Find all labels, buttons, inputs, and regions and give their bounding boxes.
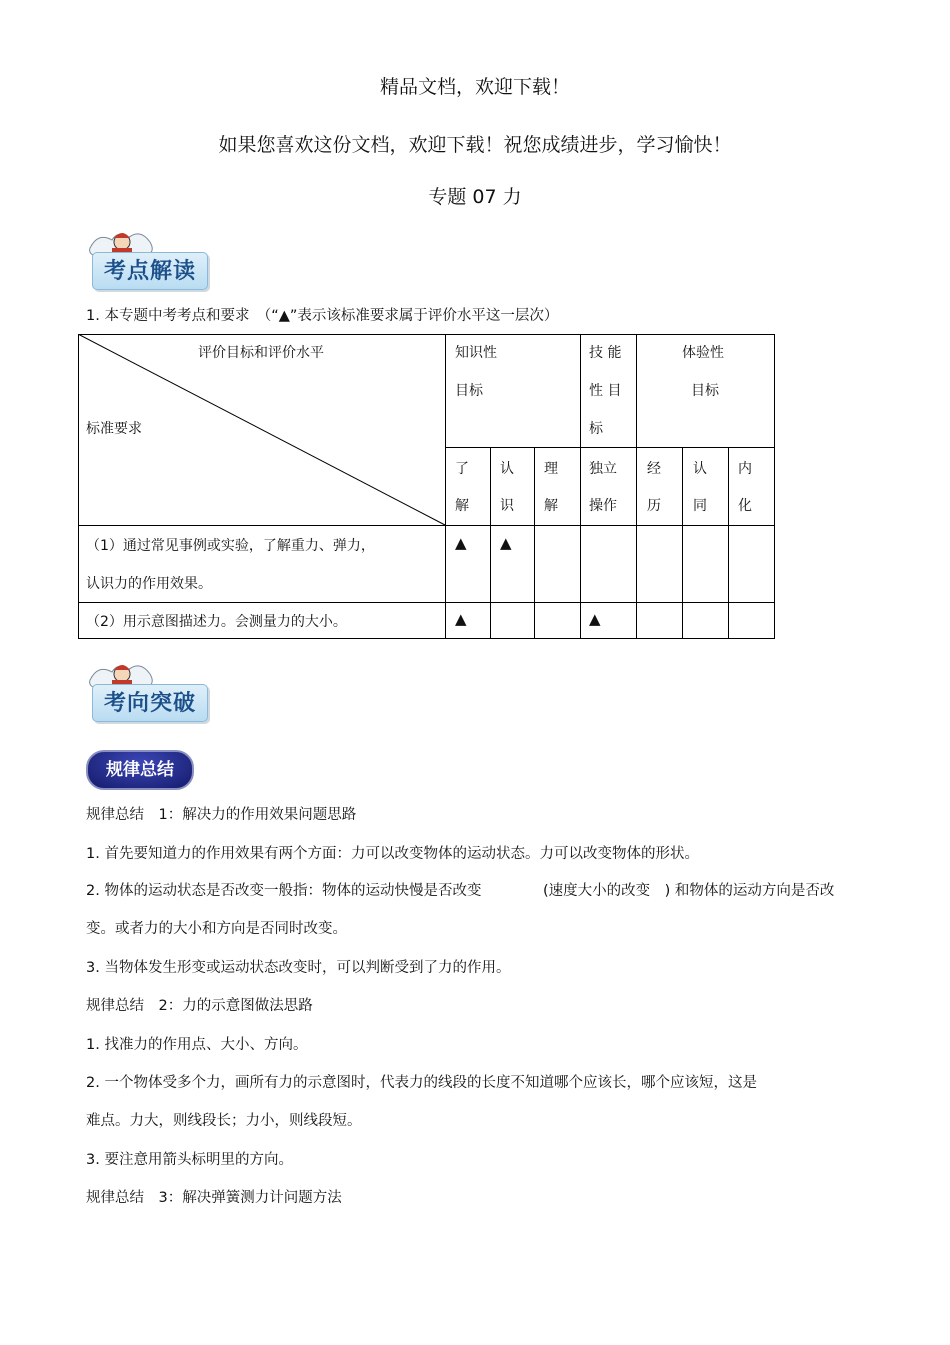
sub-header-top: 认 [500, 461, 514, 477]
triangle-mark: ▲ [500, 534, 512, 552]
triangle-mark: ▲ [455, 534, 467, 552]
banner-kaodian [84, 226, 214, 292]
sub-header-top: 内 [738, 461, 752, 477]
paragraph: 规律总结 1：解决力的作用效果问题思路 [86, 807, 357, 823]
banner-kaoxiang-label: 考向突破 [103, 690, 196, 716]
group-experience-line2: 目标 [691, 383, 719, 399]
diag-top-label: 评价目标和评价水平 [198, 345, 324, 361]
header-line-2: 如果您喜欢这份文档，欢迎下载！祝您成绩进步，学习愉快！ [218, 134, 732, 156]
rule-summary-badge: 规律总结 [86, 750, 194, 790]
group-knowledge-line1: 知识性 [455, 345, 497, 361]
standards-table [78, 334, 775, 639]
group-skill-line3: 标 [589, 421, 603, 437]
banner-kaoxiang [84, 658, 214, 724]
paragraph: 1. 首先要知道力的作用效果有两个方面：力可以改变物体的运动状态。力可以改变物体的形状。 [86, 846, 699, 862]
paragraph: (速度大小的改变 ) 和物体的运动方向是否改 [543, 883, 835, 899]
table-row-1-line2: 认识力的作用效果。 [86, 576, 212, 592]
sub-header-bottom: 解 [455, 498, 469, 514]
sub-header-top: 认 [693, 461, 707, 477]
sub-header-bottom: 识 [500, 498, 514, 514]
sub-header-bottom: 化 [738, 498, 752, 514]
group-skill-line1: 技 能 [589, 345, 622, 361]
group-experience-line1: 体验性 [682, 345, 724, 361]
header-line-1: 精品文档，欢迎下载！ [379, 76, 570, 98]
sub-header-bottom: 同 [693, 498, 707, 514]
diag-bottom-label: 标准要求 [86, 421, 142, 437]
group-knowledge-line2: 目标 [455, 383, 483, 399]
table-row-2-line1: （2）用示意图描述力。会测量力的大小。 [86, 614, 347, 630]
paragraph: 变。或者力的大小和方向是否同时改变。 [86, 921, 347, 937]
paragraph: 1. 找准力的作用点、大小、方向。 [86, 1037, 308, 1053]
banner-kaodian-label: 考点解读 [103, 258, 196, 284]
paragraph: 2. 物体的运动状态是否改变一般指：物体的运动快慢是否改变 [86, 883, 482, 899]
paragraph: 2. 一个物体受多个力，画所有力的示意图时，代表力的线段的长度不知道哪个应该长，哪个应该短，这是 [86, 1075, 757, 1091]
paragraph: 规律总结 3：解决弹簧测力计问题方法 [86, 1190, 342, 1206]
table-row-1-line1: （1）通过常见事例或实验，了解重力、弹力， [86, 538, 375, 554]
triangle-mark: ▲ [589, 610, 601, 628]
triangle-mark: ▲ [455, 610, 467, 628]
paragraph: 规律总结 2：力的示意图做法思路 [86, 998, 313, 1014]
paragraph: 3. 要注意用箭头标明里的方向。 [86, 1152, 293, 1168]
sub-header-bottom: 操作 [589, 498, 617, 514]
group-skill-line2: 性 目 [589, 383, 622, 399]
sub-header-bottom: 历 [647, 498, 661, 514]
sub-header-bottom: 解 [544, 498, 558, 514]
sub-header-top: 理 [544, 461, 558, 477]
page-title: 专题 07 力 [428, 186, 522, 208]
sub-header-top: 独立 [589, 461, 617, 477]
sub-header-top: 经 [647, 461, 661, 477]
sub-header-top: 了 [455, 461, 469, 477]
paragraph: 3. 当物体发生形变或运动状态改变时，可以判断受到了力的作用。 [86, 960, 511, 976]
section-intro: 1. 本专题中考考点和要求 （“▲”表示该标准要求属于评价水平这一层次） [86, 308, 559, 324]
paragraph: 难点。力大，则线段长；力小，则线段短。 [86, 1113, 362, 1129]
